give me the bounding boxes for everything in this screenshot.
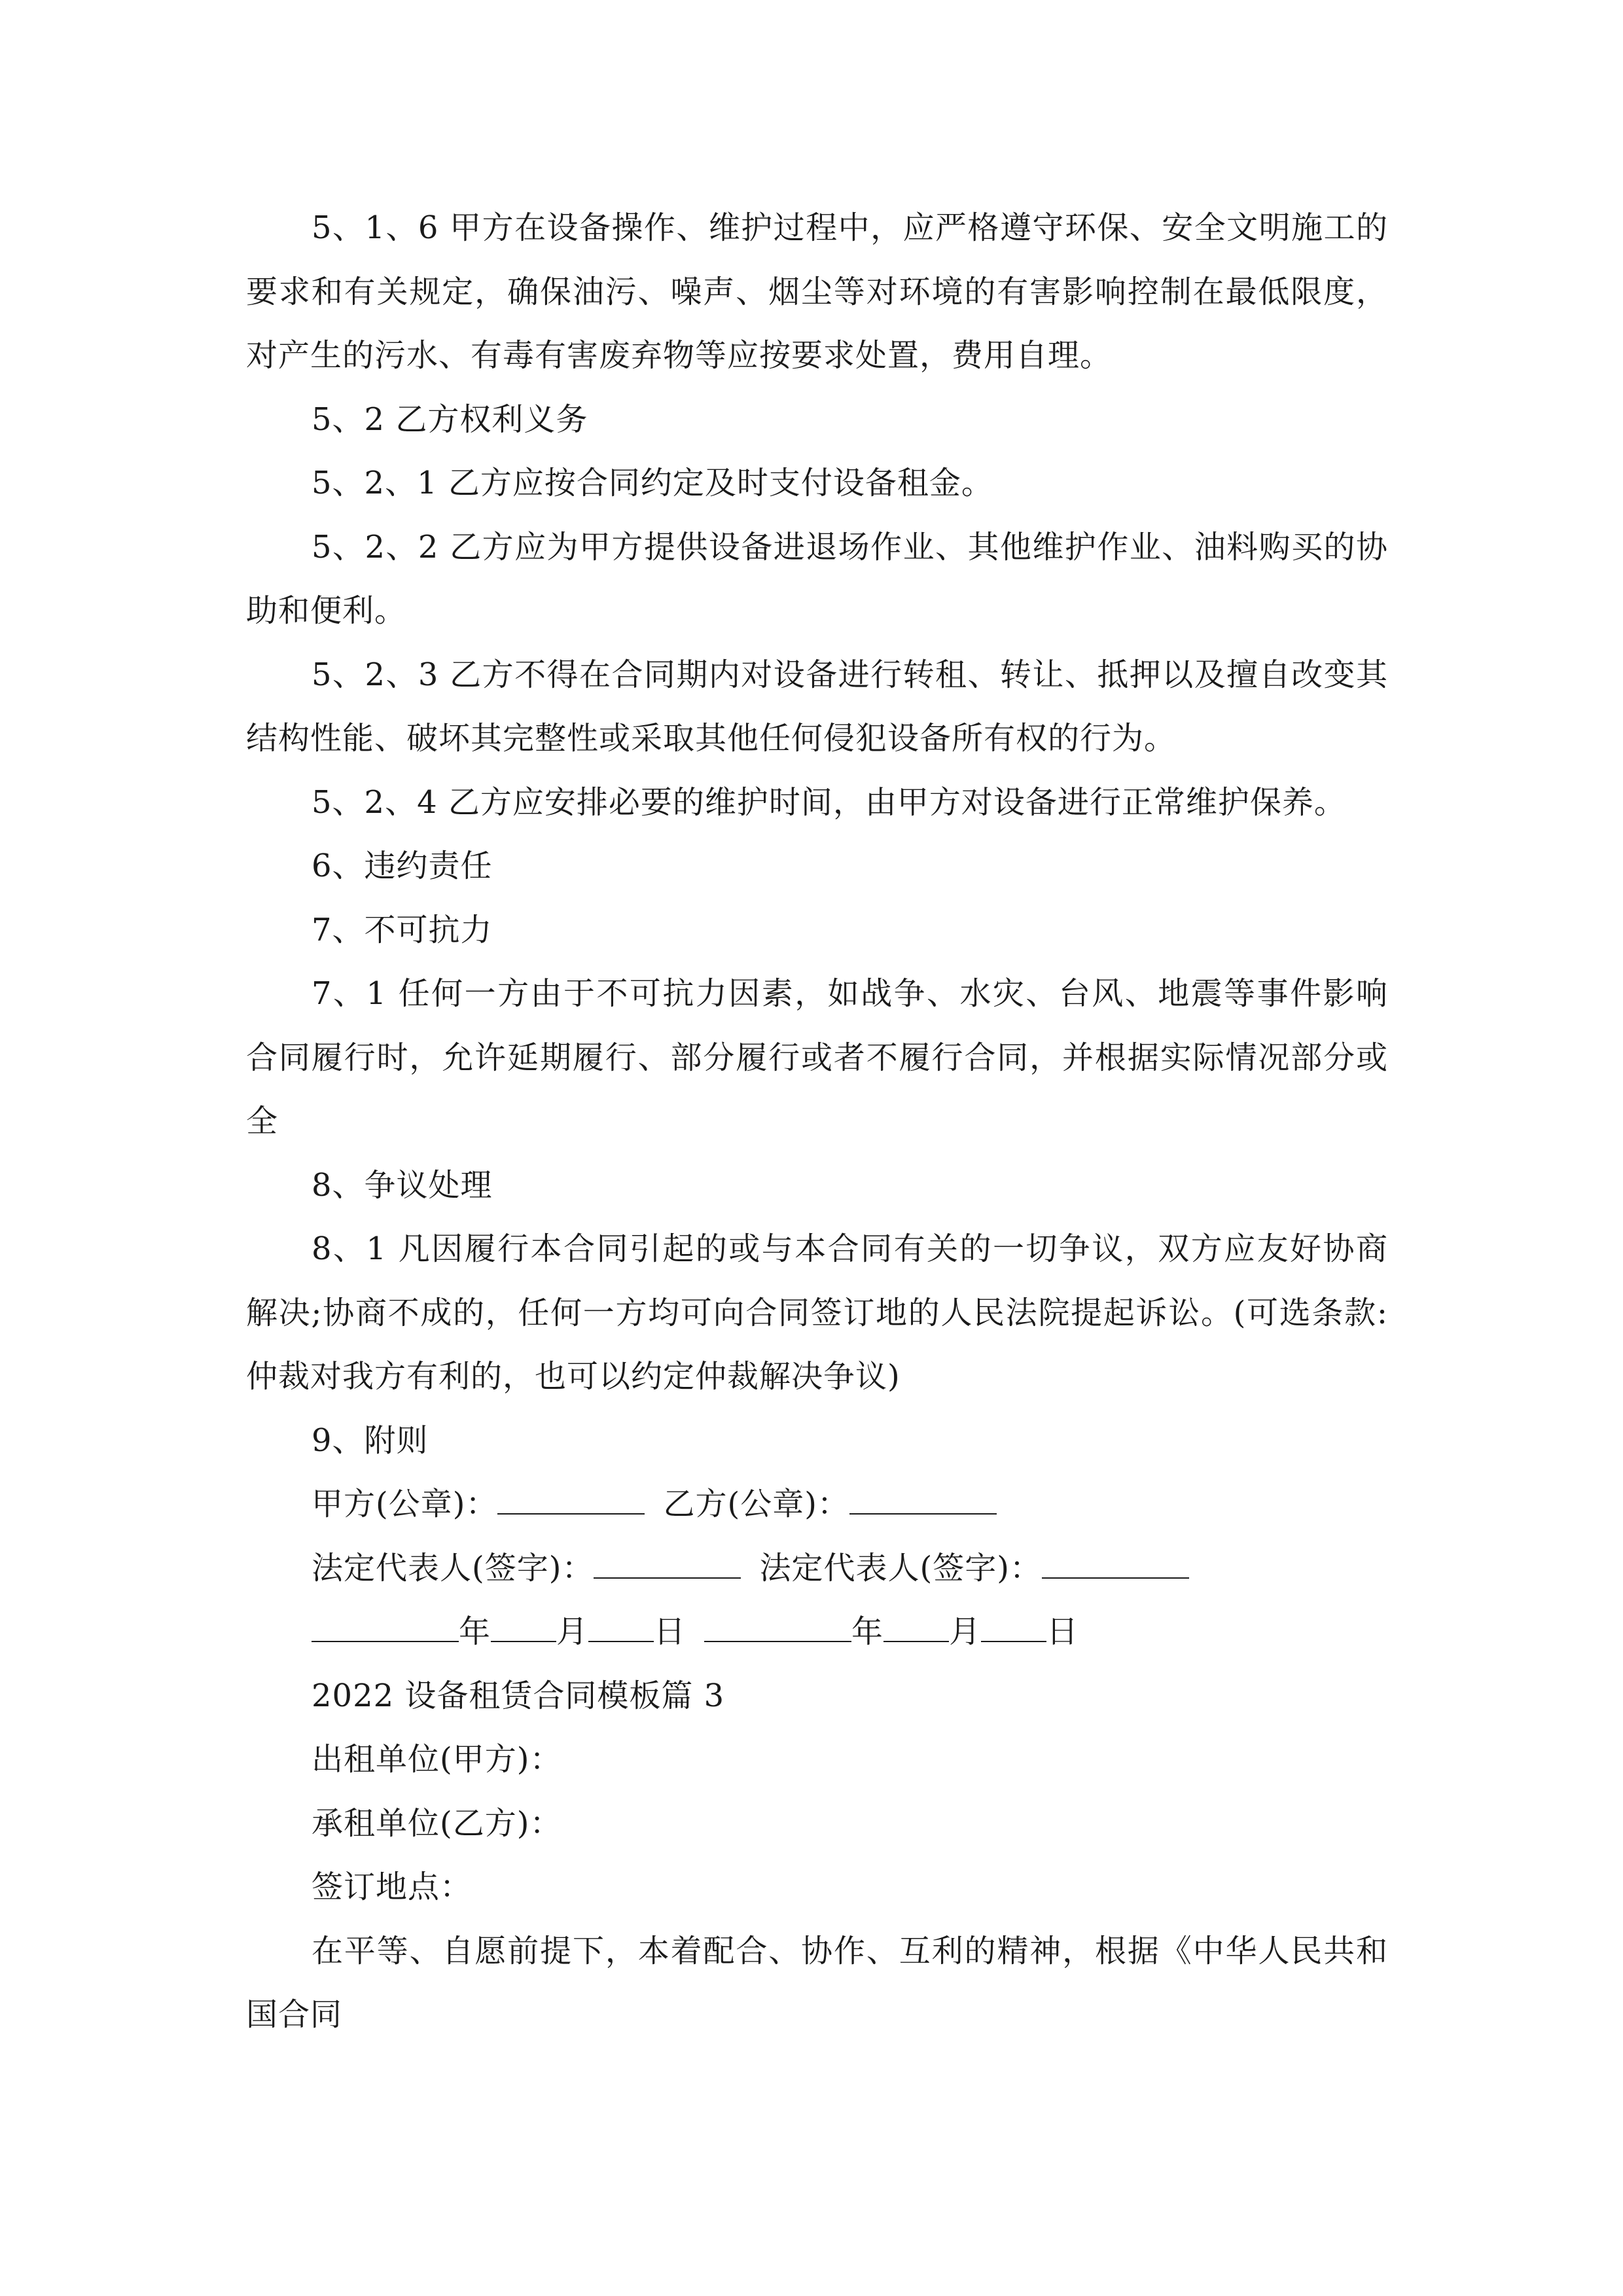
section-title: 2022 设备租赁合同模板篇 3: [312, 1677, 725, 1714]
paragraph-line: 5、2、1 乙方应按合同约定及时支付设备租金。: [312, 465, 993, 501]
paragraph-line: 5、1、6 甲方在设备操作、维护过程中，应严格遵守环保、安全文明施工的: [312, 209, 1388, 246]
date-a-year-blank: [312, 1612, 459, 1642]
party-b-seal-blank: [849, 1484, 997, 1515]
section-heading: 6、违约责任: [312, 848, 493, 884]
paragraph-line: 全: [246, 1103, 279, 1139]
place-field: 签订地点：: [312, 1869, 473, 1905]
paragraph-line: 5、2、3 乙方不得在合同期内对设备进行转租、转让、抵押以及擅自改变其: [312, 656, 1388, 693]
date-b-day-blank: [981, 1612, 1046, 1642]
paragraph-line: 对产生的污水、有毒有害废弃物等应按要求处置，费用自理。: [246, 337, 1113, 374]
section-heading: 5、2 乙方权利义务: [312, 401, 588, 438]
party-a-seal-label: 甲方(公章)：: [312, 1486, 498, 1522]
paragraph-line: 国合同: [246, 1996, 343, 2033]
date-a-month: 月: [556, 1613, 589, 1650]
party-b-seal-label: 乙方(公章)：: [663, 1486, 849, 1522]
date-b-month: 月: [949, 1613, 982, 1650]
party-a-seal-blank: [497, 1484, 645, 1515]
date-a-day-blank: [588, 1612, 654, 1642]
paragraph-line: 在平等、自愿前提下，本着配合、协作、互利的精神，根据《中华人民共和: [312, 1932, 1388, 1969]
paragraph-line: 仲裁对我方有利的，也可以约定仲裁解决争议): [246, 1358, 901, 1395]
paragraph-line: 5、2、4 乙方应安排必要的维护时间，由甲方对设备进行正常维护保养。: [312, 783, 1346, 821]
section-heading: 7、不可抗力: [312, 911, 493, 948]
paragraph-line: 结构性能、破坏其完整性或采取其他任何侵犯设备所有权的行为。: [246, 720, 1177, 757]
paragraph-line: 合同履行时，允许延期履行、部分履行或者不履行合同，并根据实际情况部分或: [246, 1039, 1388, 1076]
date-b-day: 日: [1046, 1613, 1079, 1650]
paragraph-line: 8、1 凡因履行本合同引起的或与本合同有关的一切争议，双方应友好协商: [312, 1230, 1388, 1267]
date-a-year: 年: [459, 1613, 491, 1650]
rep-a-label: 法定代表人(签字)：: [312, 1549, 594, 1587]
paragraph-line: 5、2、2 乙方应为甲方提供设备进退场作业、其他维护作业、油料购买的协: [312, 528, 1388, 565]
seal-line: [246, 1473, 1388, 1537]
date-b-year-blank: [704, 1612, 851, 1642]
paragraph-line: 要求和有关规定，确保油污、噪声、烟尘等对环境的有害影响控制在最低限度，: [246, 273, 1388, 310]
date-b-month-blank: [883, 1612, 949, 1642]
section-heading: 8、争议处理: [312, 1166, 493, 1204]
lessee-field: 承租单位(乙方)：: [312, 1804, 562, 1842]
rep-a-blank: [594, 1549, 741, 1579]
date-a-day: 日: [654, 1613, 687, 1650]
rep-b-label: 法定代表人(签字)：: [759, 1549, 1042, 1587]
date-line: [246, 1600, 1388, 1664]
paragraph-line: 解决;协商不成的，任何一方均可向合同签订地的人民法院提起诉讼。(可选条款:: [246, 1294, 1388, 1331]
section-heading: 9、附则: [312, 1422, 429, 1459]
date-b-year: 年: [851, 1613, 884, 1650]
lessor-field: 出租单位(甲方)：: [312, 1741, 562, 1778]
paragraph-line: 7、1 任何一方由于不可抗力因素，如战争、水灾、台风、地震等事件影响: [312, 975, 1388, 1012]
paragraph-line: 助和便利。: [246, 592, 407, 629]
date-a-month-blank: [491, 1612, 556, 1642]
document-body: [246, 196, 1388, 2047]
rep-b-blank: [1042, 1549, 1189, 1579]
representative-line: [246, 1537, 1388, 1601]
